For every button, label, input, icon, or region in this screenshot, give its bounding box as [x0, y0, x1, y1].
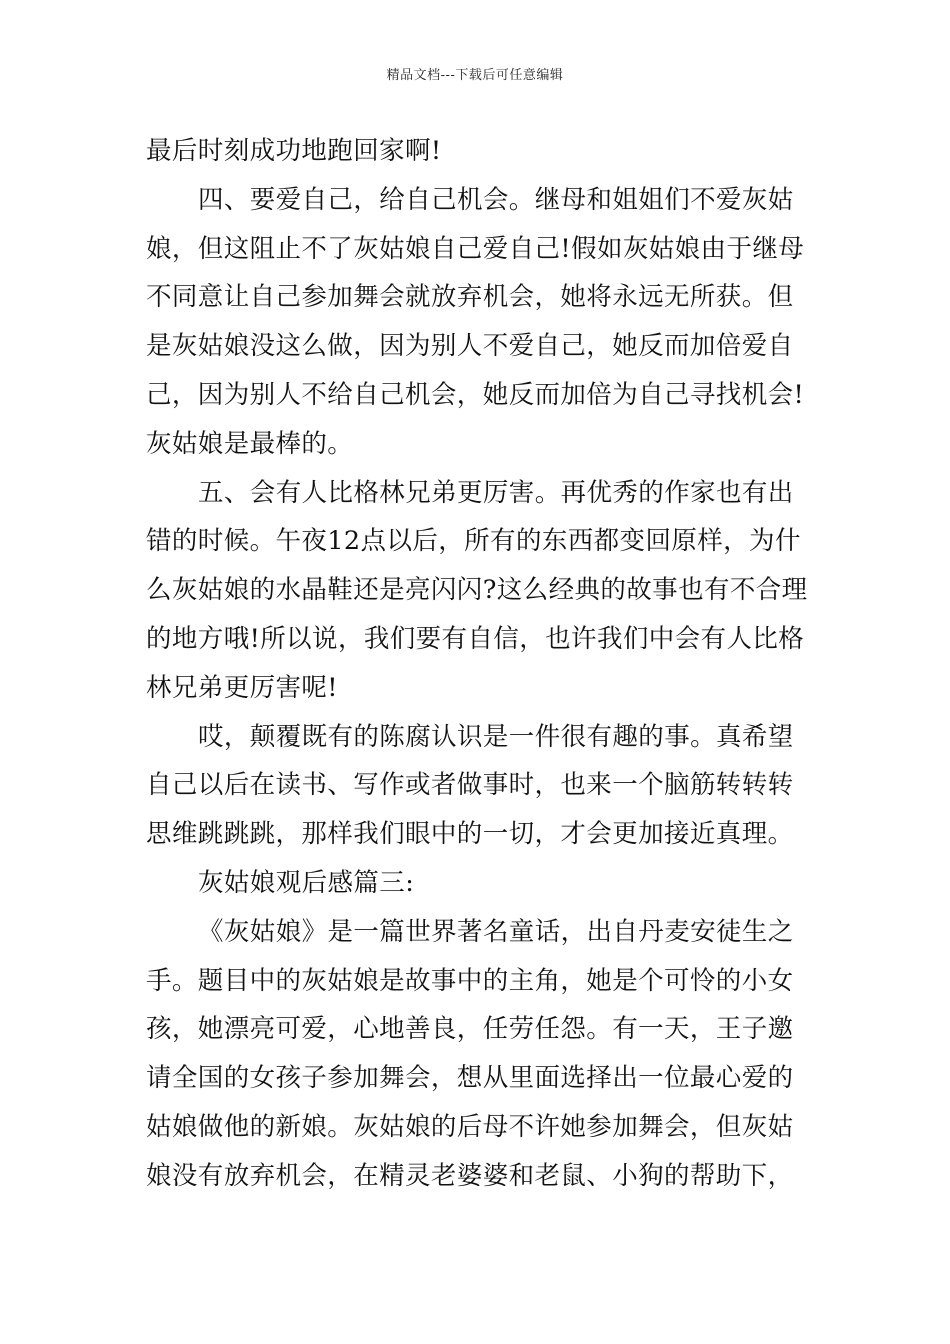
text-line: 最后时刻成功地跑回家啊! — [146, 136, 442, 166]
text-line: 么灰姑娘的水晶鞋还是亮闪闪?这么经典的故事也有不合理 — [146, 575, 808, 606]
page-header: 精品文档---下载后可任意编辑 — [386, 68, 564, 83]
text-line: 娘，但这阻止不了灰姑娘自己爱自己!假如灰姑娘由于继母 — [146, 233, 805, 264]
text-line: 姑娘做他的新娘。灰姑娘的后母不许她参加舞会，但灰姑 — [146, 1111, 794, 1142]
text-line: 手。题目中的灰姑娘是故事中的主角，她是个可怜的小女 — [146, 965, 794, 996]
text-line: 四、要爱自己，给自己机会。继母和姐姐们不爱灰姑 — [198, 184, 794, 215]
text-line: 自己以后在读书、写作或者做事时，也来一个脑筋转转转 — [146, 770, 794, 801]
text-line: 是灰姑娘没这么做，因为别人不爱自己，她反而加倍爱自 — [146, 331, 794, 362]
text-line: 林兄弟更厉害呢! — [146, 672, 338, 703]
text-line: 灰姑娘观后感篇三: — [198, 867, 415, 898]
text-line: 《灰姑娘》是一篇世界著名童话，出自丹麦安徒生之 — [198, 916, 794, 947]
text-line: 五、会有人比格林兄弟更厉害。再优秀的作家也有出 — [198, 477, 794, 508]
text-line: 娘没有放弃机会，在精灵老婆婆和老鼠、小狗的帮助下， — [146, 1160, 794, 1191]
text-line: 错的时候。午夜12点以后，所有的东西都变回原样，为什 — [146, 526, 801, 557]
text-line: 灰姑娘是最棒的。 — [146, 428, 354, 459]
text-line: 思维跳跳跳，那样我们眼中的一切，才会更加接近真理。 — [146, 819, 794, 850]
text-line: 的地方哦!所以说，我们要有自信，也许我们中会有人比格 — [146, 623, 805, 654]
text-line: 孩，她漂亮可爱，心地善良，任劳任怨。有一天，王子邀 — [146, 1014, 794, 1045]
text-line: 不同意让自己参加舞会就放弃机会，她将永远无所获。但 — [146, 282, 794, 313]
text-line: 哎，颠覆既有的陈腐认识是一件很有趣的事。真希望 — [198, 721, 794, 752]
text-line: 请全国的女孩子参加舞会，想从里面选择出一位最心爱的 — [146, 1063, 794, 1094]
text-line: 己，因为别人不给自己机会，她反而加倍为自己寻找机会! — [146, 379, 805, 410]
body-text — [146, 127, 806, 1201]
